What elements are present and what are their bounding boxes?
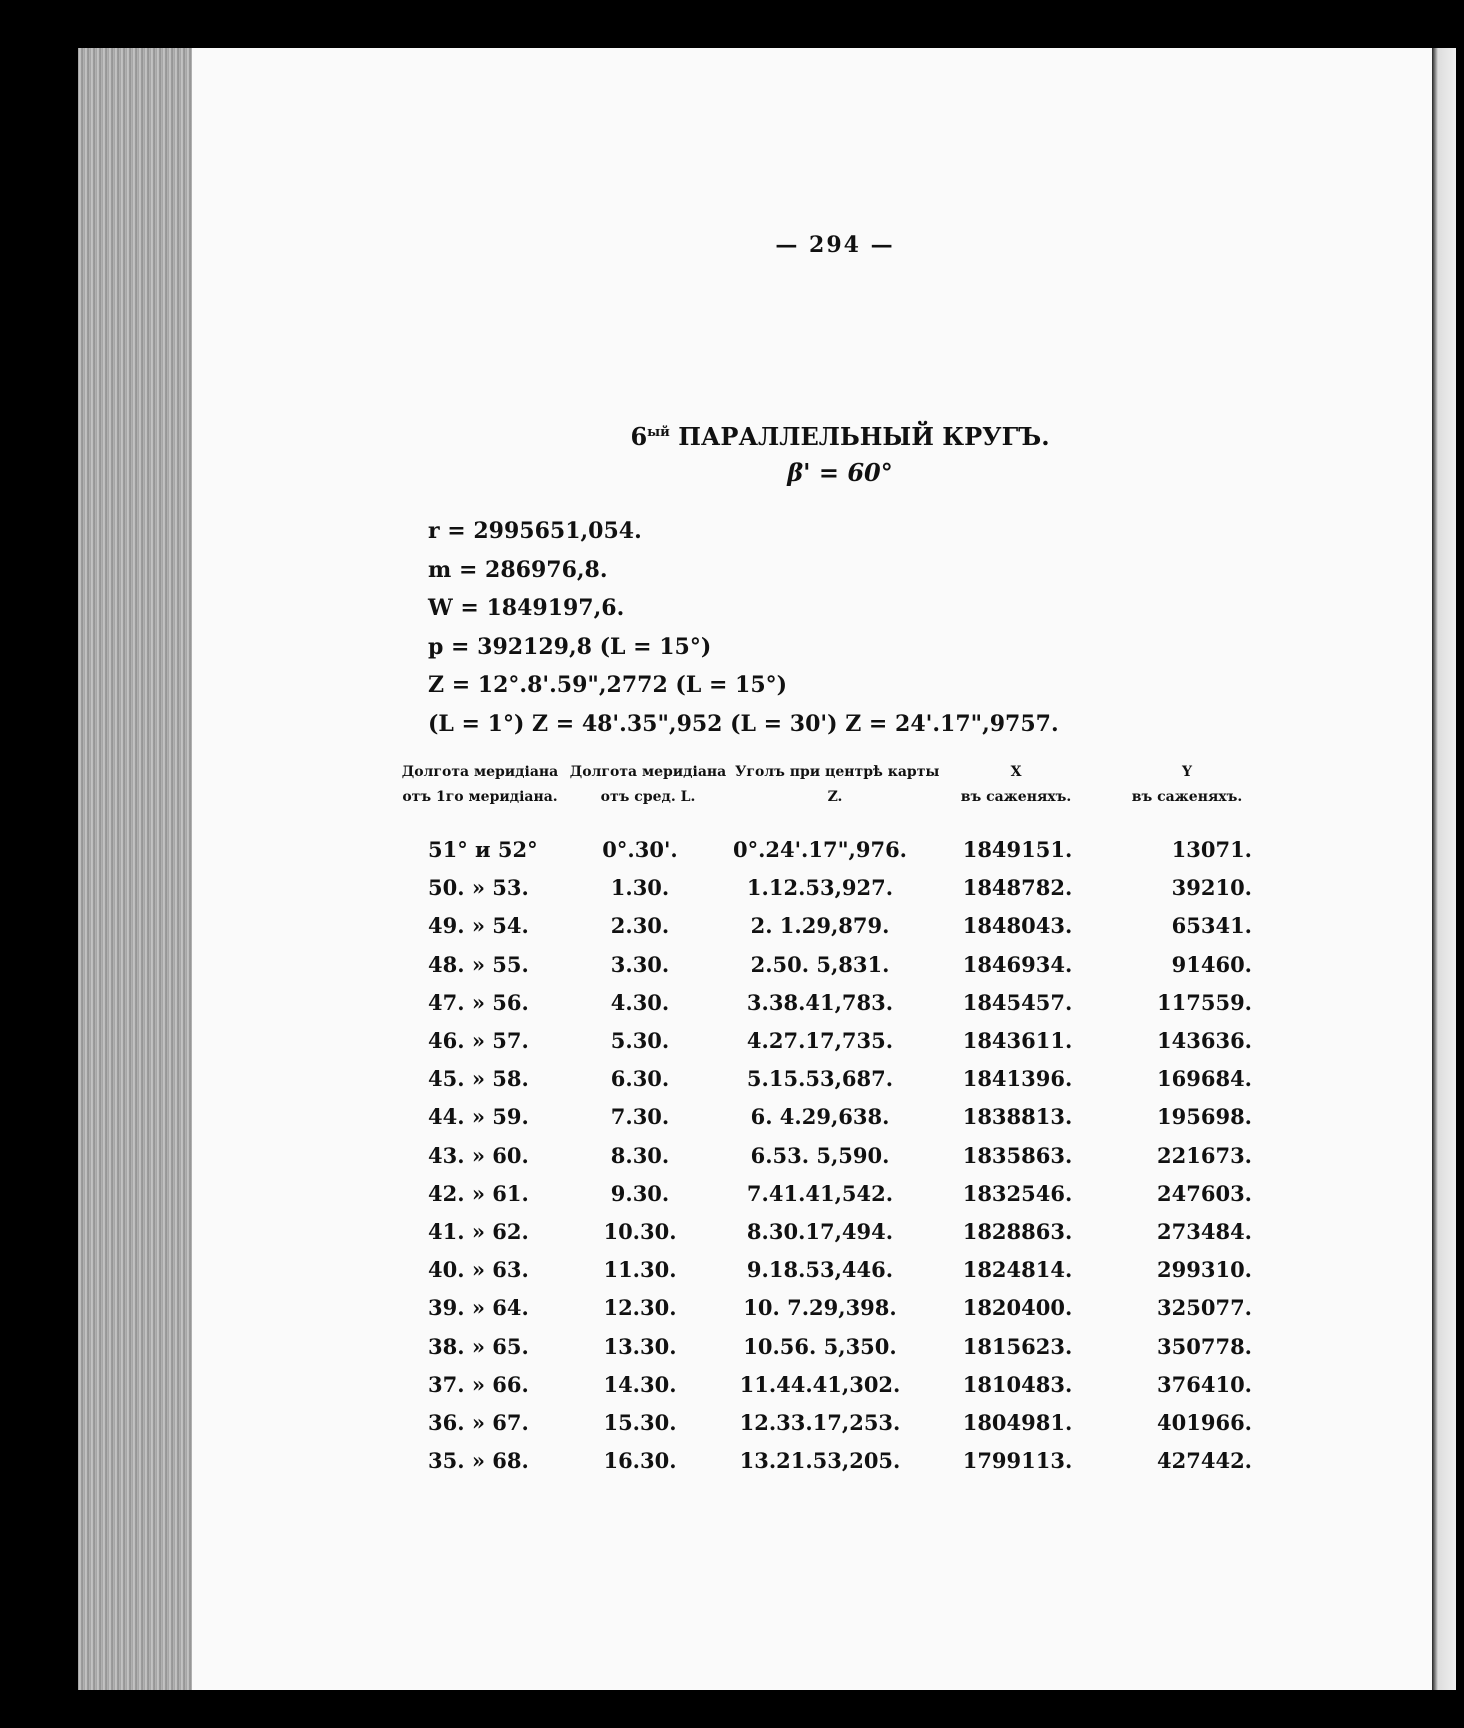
cell-from-mid: 8.30. [610, 1142, 670, 1168]
table-row [400, 1327, 1270, 1366]
cell-from-mid: 15.30. [603, 1410, 677, 1435]
cell-angle: 12.33.17,253. [739, 1410, 901, 1435]
formula-list [428, 512, 1128, 743]
cell-from-mid: 4.30. [610, 989, 670, 1015]
cell-angle: 5.15.53,687. [746, 1066, 894, 1092]
cell-from-mid: 12.30. [603, 1295, 677, 1321]
facing-page-edge [1432, 48, 1456, 1690]
header-x: X въ саженяхъ. [960, 764, 1072, 805]
heading-title: ПАРАЛЛЕЛЬНЫЙ КРУГЪ. [678, 422, 1050, 451]
table-row [400, 1021, 1270, 1060]
header-meridian: Долгота меридiана отъ 1го меридiана. [401, 764, 559, 805]
table-row [400, 1174, 1270, 1213]
cell-y: 376410. [1157, 1371, 1252, 1397]
cell-meridian: 47. » 56. [428, 989, 529, 1015]
cell-x: 1832546. [962, 1180, 1073, 1206]
header-from-mid: Долгота меридiана отъ сред. L. [569, 764, 727, 805]
cell-from-mid: 10.30. [603, 1219, 677, 1244]
cell-angle: 3.38.41,783. [746, 989, 894, 1015]
formula-z-small: (L = 1°) Z = 48'.35",952 (L = 30') Z = 24'.17",9757. [428, 710, 1059, 737]
cell-angle: 10. 7.29,398. [743, 1295, 897, 1321]
cell-angle: 13.21.53,205. [739, 1448, 901, 1474]
cell-angle: 1.12.53,927. [746, 875, 894, 901]
cell-y: 325077. [1157, 1295, 1252, 1321]
cell-meridian: 37. » 66. [428, 1371, 529, 1397]
cell-x: 1849151. [962, 837, 1073, 862]
section-heading [600, 422, 1080, 451]
cell-from-mid: 16.30. [603, 1448, 677, 1474]
cell-meridian: 36. » 67. [428, 1410, 529, 1435]
table-row [400, 1136, 1270, 1175]
cell-meridian: 41. » 62. [428, 1219, 529, 1244]
table-row [400, 983, 1270, 1022]
cell-x: 1828863. [962, 1219, 1073, 1244]
cell-x: 1835863. [962, 1142, 1073, 1168]
cell-meridian: 39. » 64. [428, 1295, 529, 1321]
cell-angle: 4.27.17,735. [746, 1028, 894, 1053]
header-y: Y въ саженяхъ. [1131, 764, 1243, 805]
cell-from-mid: 13.30. [603, 1333, 677, 1359]
cell-angle: 2.50. 5,831. [750, 951, 890, 977]
formula-p: p = 392129,8 (L = 15°) [428, 633, 712, 660]
cell-from-mid: 7.30. [610, 1104, 670, 1130]
cell-from-mid: 1.30. [610, 875, 670, 901]
cell-y: 91460. [1171, 951, 1252, 977]
cell-y: 221673. [1157, 1142, 1252, 1168]
cell-x: 1848043. [962, 913, 1073, 939]
cell-x: 1815623. [962, 1333, 1073, 1359]
cell-y: 195698. [1157, 1104, 1252, 1130]
cell-y: 39210. [1171, 875, 1252, 901]
table-row [400, 1212, 1270, 1251]
cell-x: 1799113. [962, 1448, 1073, 1474]
cell-angle: 11.44.41,302. [739, 1371, 901, 1397]
formula-r: r = 2995651,054. [428, 518, 642, 544]
cell-from-mid: 3.30. [610, 951, 670, 977]
cell-meridian: 45. » 58. [428, 1066, 529, 1092]
cell-meridian: 43. » 60. [428, 1142, 529, 1168]
formula-m: m = 286976,8. [428, 556, 608, 583]
cell-angle: 10.56. 5,350. [743, 1333, 897, 1359]
table-row [400, 1365, 1270, 1404]
cell-y: 299310. [1157, 1257, 1252, 1283]
cell-angle: 0°.24'.17",976. [732, 837, 907, 862]
table-row [400, 1250, 1270, 1289]
cell-from-mid: 2.30. [610, 913, 670, 939]
cell-y: 247603. [1157, 1180, 1252, 1206]
book-page-edges [78, 48, 196, 1690]
table-row [400, 830, 1270, 869]
cell-from-mid: 14.30. [603, 1371, 677, 1397]
cell-y: 65341. [1171, 913, 1252, 939]
cell-angle: 6.53. 5,590. [750, 1142, 890, 1168]
table-row [400, 1097, 1270, 1136]
cell-angle: 6. 4.29,638. [750, 1104, 890, 1130]
cell-y: 117559. [1157, 989, 1252, 1015]
beta-line: β' = 60° [787, 458, 893, 487]
cell-angle: 9.18.53,446. [746, 1257, 894, 1283]
heading-ordinal-suffix: ый [647, 425, 670, 440]
cell-meridian: 40. » 63. [428, 1257, 529, 1283]
table-row [400, 1441, 1270, 1480]
cell-x: 1846934. [962, 951, 1073, 977]
cell-y: 13071. [1171, 837, 1252, 862]
cell-meridian: 42. » 61. [428, 1180, 529, 1206]
cell-x: 1845457. [962, 989, 1073, 1015]
cell-meridian: 50. » 53. [428, 875, 529, 901]
table-row [400, 1403, 1270, 1442]
cell-x: 1820400. [962, 1295, 1073, 1321]
cell-from-mid: 5.30. [610, 1028, 670, 1053]
page-number: — 294 — [775, 232, 895, 258]
cell-meridian: 49. » 54. [428, 913, 529, 939]
cell-meridian: 35. » 68. [428, 1448, 529, 1474]
cell-meridian: 51° и 52° [428, 837, 538, 862]
cell-y: 427442. [1157, 1448, 1252, 1474]
cell-x: 1810483. [962, 1371, 1073, 1397]
cell-angle: 7.41.41,542. [746, 1180, 894, 1206]
cell-x: 1838813. [962, 1104, 1073, 1130]
cell-angle: 8.30.17,494. [746, 1219, 894, 1244]
heading-ordinal: 6 [630, 422, 648, 451]
cell-meridian: 38. » 65. [428, 1333, 529, 1359]
cell-from-mid: 6.30. [610, 1066, 670, 1092]
cell-from-mid: 9.30. [610, 1180, 670, 1206]
cell-meridian: 46. » 57. [428, 1028, 529, 1053]
table-row [400, 906, 1270, 945]
cell-x: 1824814. [962, 1257, 1073, 1283]
cell-meridian: 48. » 55. [428, 951, 529, 977]
cell-y: 350778. [1157, 1333, 1252, 1359]
cell-x: 1848782. [962, 875, 1073, 901]
cell-x: 1841396. [962, 1066, 1073, 1092]
cell-angle: 2. 1.29,879. [750, 913, 890, 939]
formula-z: Z = 12°.8'.59",2772 (L = 15°) [428, 672, 788, 698]
table-row [400, 1059, 1270, 1098]
cell-y: 273484. [1157, 1219, 1252, 1244]
cell-y: 401966. [1157, 1410, 1252, 1435]
table-row [400, 868, 1270, 907]
table-row [400, 1288, 1270, 1327]
cell-from-mid: 11.30. [603, 1257, 677, 1283]
cell-y: 169684. [1157, 1066, 1252, 1092]
cell-from-mid: 0°.30'. [602, 837, 678, 862]
header-angle: Уголъ при центрѣ карты Z. [735, 764, 940, 805]
cell-x: 1804981. [962, 1410, 1073, 1435]
table-row [400, 945, 1270, 984]
cell-x: 1843611. [962, 1028, 1073, 1053]
formula-w: W = 1849197,6. [428, 595, 625, 621]
cell-y: 143636. [1157, 1028, 1252, 1053]
cell-meridian: 44. » 59. [428, 1104, 529, 1130]
